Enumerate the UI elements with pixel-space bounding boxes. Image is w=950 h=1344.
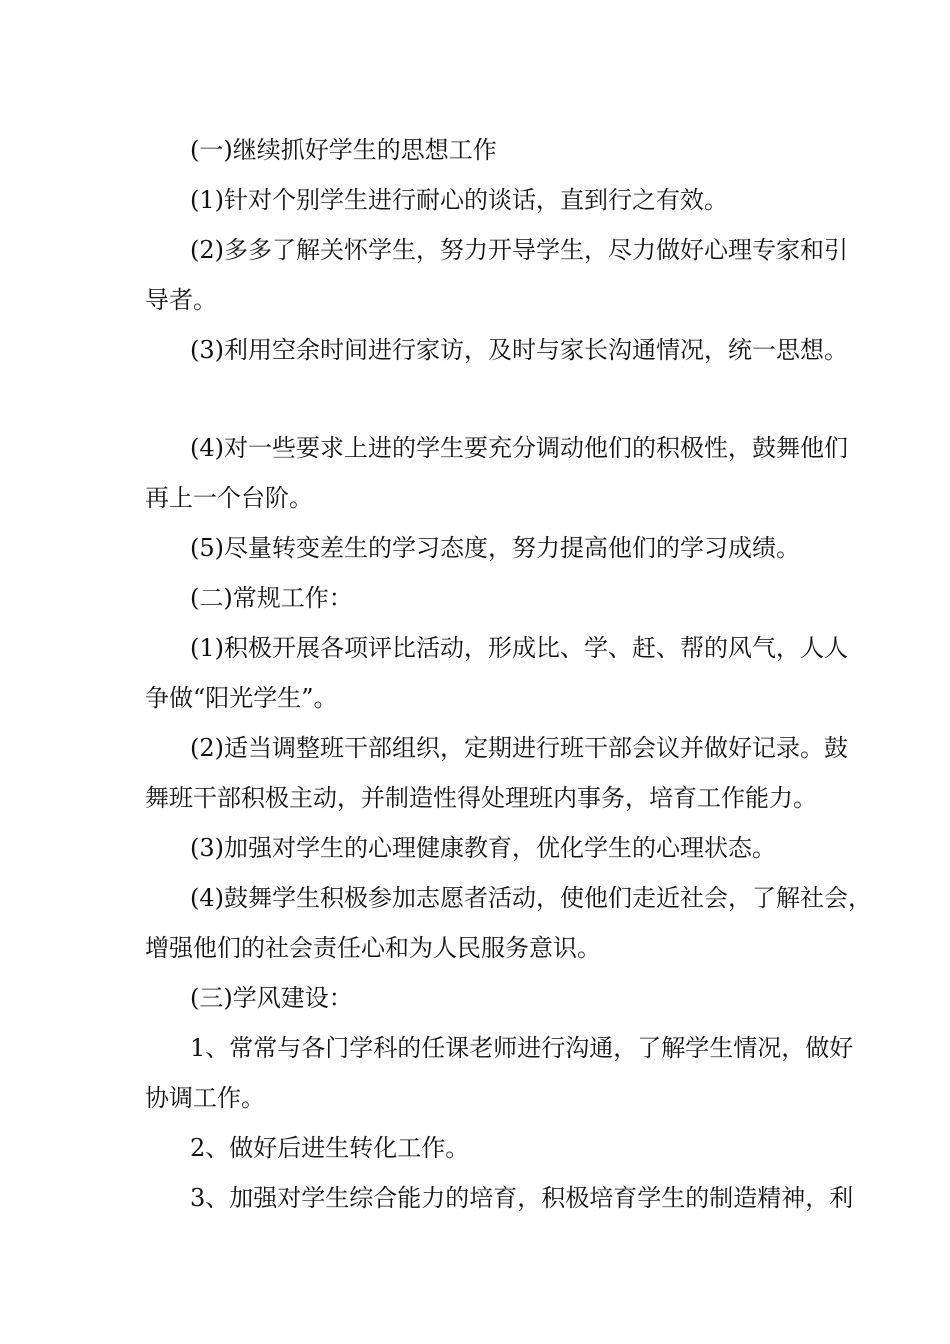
paragraph-line: (1)积极开展各项评比活动，形成比、学、赶、帮的风气，人人 [190,634,848,662]
paragraph-line: (4)对一些要求上进的学生要充分调动他们的积极性，鼓舞他们 [190,434,848,462]
section-heading-1: (一)继续抓好学生的思想工作 [190,136,497,164]
paragraph-line: 舞班干部积极主动，并制造性得处理班内事务，培育工作能力。 [145,784,817,812]
paragraph-line: 争做“阳光学生”。 [145,684,338,712]
paragraph-line: (2)多多了解关怀学生，努力开导学生，尽力做好心理专家和引 [190,236,848,264]
paragraph-line: 再上一个台阶。 [145,484,313,512]
section-heading-3: (三)学风建设： [190,984,353,1012]
paragraph-line: 导者。 [145,286,217,314]
paragraph-line: 1、常常与各门学科的任课老师进行沟通，了解学生情况，做好 [190,1034,854,1062]
paragraph-line: 3、加强对学生综合能力的培育，积极培育学生的制造精神，利 [190,1184,854,1212]
paragraph-line: (1)针对个别学生进行耐心的谈话，直到行之有效。 [190,186,728,214]
paragraph-line: 增强他们的社会责任心和为人民服务意识。 [145,934,601,962]
paragraph-line: (5)尽量转变差生的学习态度，努力提高他们的学习成绩。 [190,534,800,562]
paragraph-line: 2、做好后进生转化工作。 [190,1134,470,1162]
paragraph-line: (3)加强对学生的心理健康教育，优化学生的心理状态。 [190,834,776,862]
paragraph-line: (3)利用空余时间进行家访，及时与家长沟通情况，统一思想。 [190,336,848,364]
section-heading-2: (二)常规工作： [190,584,353,612]
paragraph-line: 协调工作。 [145,1084,265,1112]
paragraph-line: (2)适当调整班干部组织，定期进行班干部会议并做好记录。鼓 [190,734,848,762]
paragraph-line: (4)鼓舞学生积极参加志愿者活动，使他们走近社会，了解社会， [190,884,872,912]
